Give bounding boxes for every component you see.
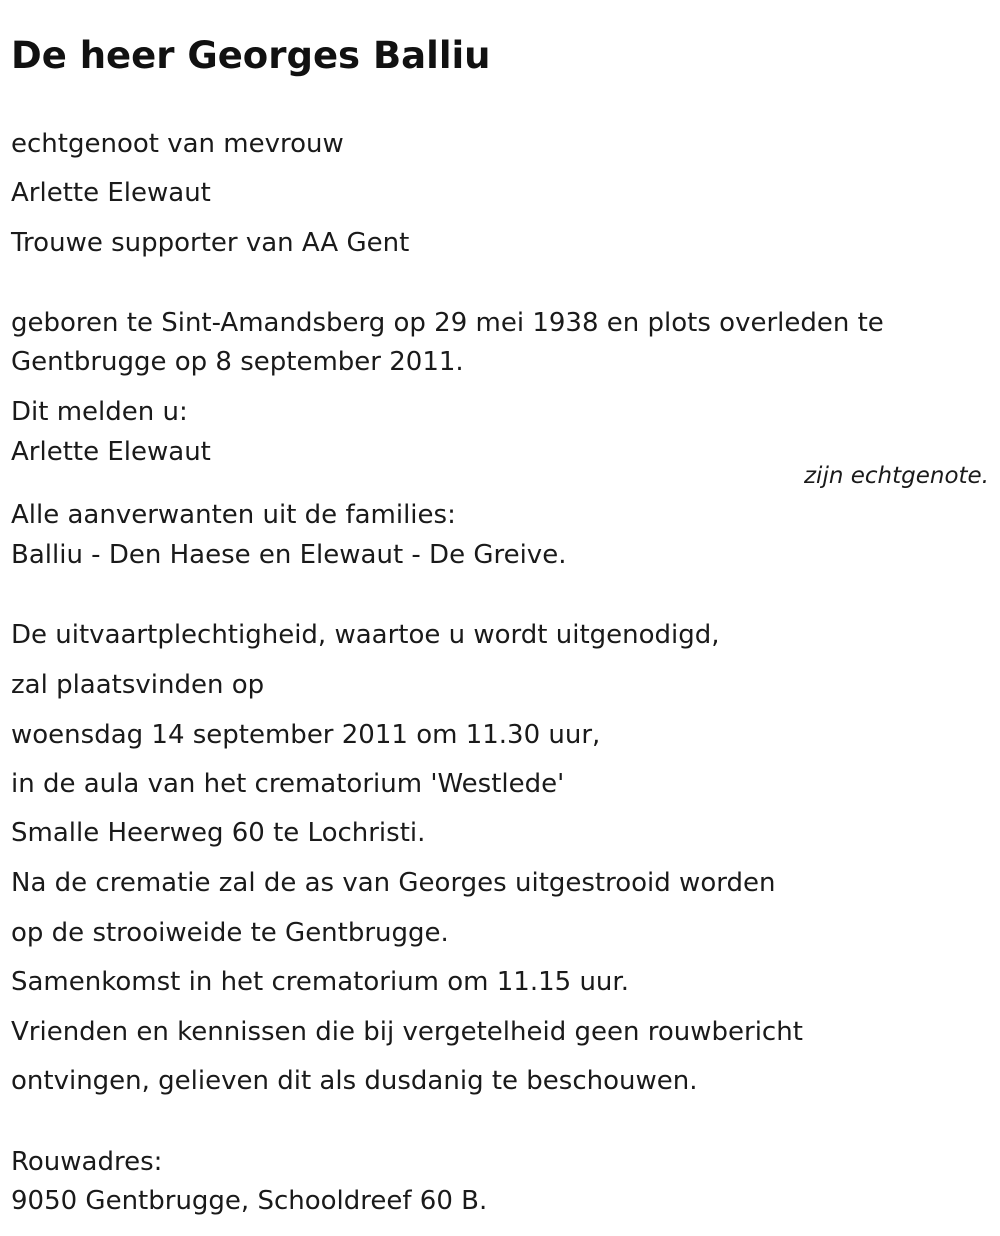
- funeral-line-5: Smalle Heerweg 60 te Lochristi.: [11, 818, 426, 848]
- families-intro: Alle aanverwanten uit de families:: [11, 500, 456, 530]
- address-label: Rouwadres:: [11, 1147, 163, 1177]
- funeral-line-9: Vrienden en kennissen die bij vergetelheid geen rouwbericht: [11, 1017, 803, 1047]
- announcer-role: zijn echtgenote.: [803, 463, 989, 489]
- announcer-name: Arlette Elewaut: [11, 437, 211, 467]
- funeral-line-8: Samenkomst in het crematorium om 11.15 uur.: [11, 967, 629, 997]
- funeral-line-7: op de strooiweide te Gentbrugge.: [11, 918, 449, 948]
- address-value: 9050 Gentbrugge, Schooldreef 60 B.: [11, 1186, 488, 1216]
- spouse-line-1: echtgenoot van mevrouw: [11, 129, 344, 159]
- birth-death-line-1: geboren te Sint-Amandsberg op 29 mei 1938 en plots overleden te: [11, 308, 884, 338]
- funeral-line-3: woensdag 14 september 2011 om 11.30 uur,: [11, 720, 601, 750]
- funeral-line-10: ontvingen, gelieven dit als dusdanig te beschouwen.: [11, 1066, 698, 1096]
- spouse-line-2: Arlette Elewaut: [11, 178, 211, 208]
- families-names: Balliu - Den Haese en Elewaut - De Greive.: [11, 540, 567, 570]
- deceased-name-heading: De heer Georges Balliu: [11, 34, 491, 77]
- funeral-line-4: in de aula van het crematorium 'Westlede': [11, 769, 565, 799]
- birth-death-line-2: Gentbrugge op 8 september 2011.: [11, 347, 464, 377]
- supporter-line: Trouwe supporter van AA Gent: [11, 228, 410, 258]
- funeral-line-2: zal plaatsvinden op: [11, 670, 265, 700]
- funeral-line-1: De uitvaartplechtigheid, waartoe u wordt uitgenodigd,: [11, 620, 720, 650]
- funeral-line-6: Na de crematie zal de as van Georges uitgestrooid worden: [11, 868, 776, 898]
- announcers-intro: Dit melden u:: [11, 397, 188, 427]
